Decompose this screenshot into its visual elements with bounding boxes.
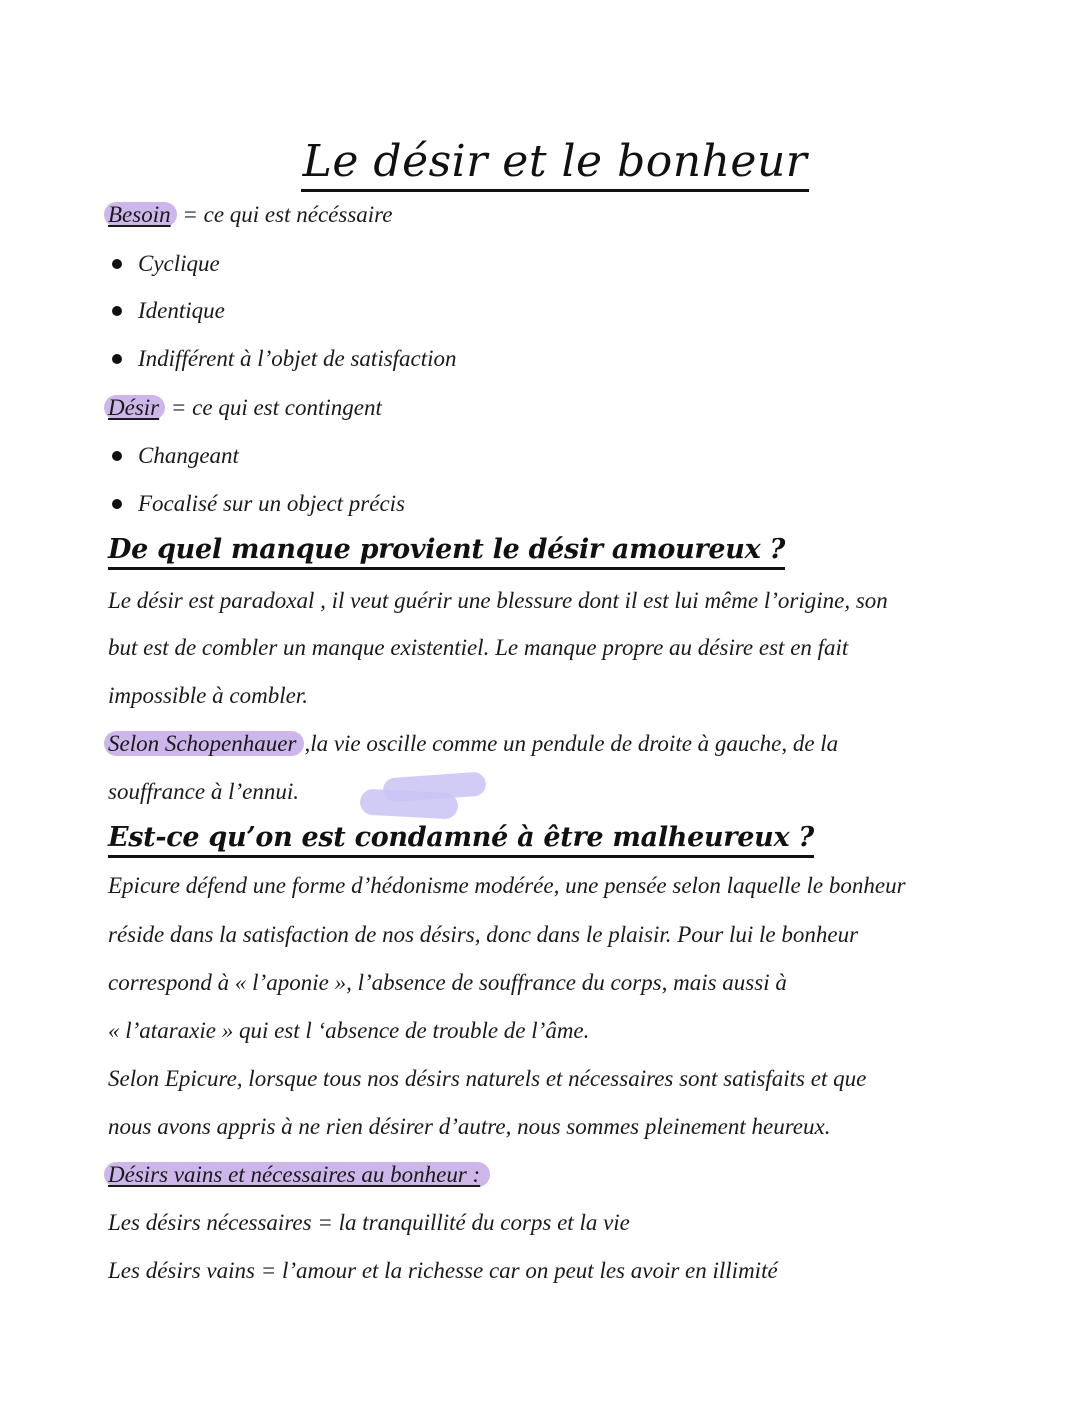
list-item bbox=[112, 346, 457, 372]
list-item bbox=[112, 251, 220, 277]
definition-line: Les désirs vains = l’amour et la richesse car on peut les avoir en illimité bbox=[108, 1258, 778, 1283]
definition-line: Les désirs nécessaires = la tranquillité du corps et la vie bbox=[108, 1210, 630, 1235]
section-heading-malheureux: Est-ce qu’on est condamné à être malheureux ? bbox=[108, 821, 814, 858]
highlight-smudge bbox=[359, 788, 458, 819]
bullet-icon bbox=[112, 499, 122, 509]
paragraph-line: impossible à combler. bbox=[108, 683, 308, 708]
desir-definition-text: = ce qui est contingent bbox=[170, 395, 382, 420]
bullet-text: Focalisé sur un object précis bbox=[138, 491, 406, 516]
bullet-icon bbox=[112, 354, 122, 364]
bullet-text: Changeant bbox=[138, 443, 239, 468]
besoin-definition-text: = ce qui est nécéssaire bbox=[182, 202, 393, 227]
bullet-icon bbox=[112, 259, 122, 269]
bullet-text: Identique bbox=[138, 298, 225, 323]
schopenhauer-term: Selon Schopenhauer bbox=[104, 731, 304, 756]
list-item bbox=[112, 298, 225, 324]
bullet-icon bbox=[112, 306, 122, 316]
page-title bbox=[0, 136, 1080, 187]
paragraph-line: réside dans la satisfaction de nos désirs, donc dans le plaisir. Pour lui le bonheur bbox=[108, 922, 859, 947]
besoin-term: Besoin bbox=[104, 202, 177, 227]
paragraph-line: Selon Epicure, lorsque tous nos désirs naturels et nécessaires sont satisfaits et que bbox=[108, 1066, 867, 1091]
subheading-desirs-text: Désirs vains et nécessaires au bonheur : bbox=[104, 1162, 490, 1187]
paragraph-line: correspond à « l’aponie », l’absence de souffrance du corps, mais aussi à bbox=[108, 970, 787, 995]
page-title-text: Le désir et le bonheur bbox=[301, 136, 810, 192]
bullet-text: Indifférent à l’objet de satisfaction bbox=[138, 346, 457, 371]
list-item bbox=[112, 443, 239, 469]
paragraph-line: Le désir est paradoxal , il veut guérir une blessure dont il est lui même l’origine, son bbox=[108, 588, 888, 613]
paragraph-line: « l’ataraxie » qui est l ‘absence de trouble de l’âme. bbox=[108, 1018, 590, 1043]
bullet-text: Cyclique bbox=[138, 251, 220, 276]
paragraph-line: Epicure défend une forme d’hédonisme modérée, une pensée selon laquelle le bonheur bbox=[108, 873, 906, 898]
paragraph-line: souffrance à l’ennui. bbox=[108, 779, 299, 804]
schopenhauer-text: ,la vie oscille comme un pendule de droite à gauche, de la bbox=[304, 731, 839, 756]
list-item bbox=[112, 491, 405, 517]
desir-term: Désir bbox=[104, 395, 165, 420]
desir-definition bbox=[108, 395, 382, 421]
schopenhauer-line bbox=[108, 731, 838, 757]
besoin-definition bbox=[108, 202, 392, 228]
paragraph-line: nous avons appris à ne rien désirer d’autre, nous sommes pleinement heureux. bbox=[108, 1114, 831, 1139]
subheading-desirs bbox=[108, 1162, 490, 1188]
section-heading-manque: De quel manque provient le désir amoureux ? bbox=[108, 533, 785, 570]
paragraph-line: but est de combler un manque existentiel. Le manque propre au désire est en fait bbox=[108, 635, 849, 660]
bullet-icon bbox=[112, 451, 122, 461]
